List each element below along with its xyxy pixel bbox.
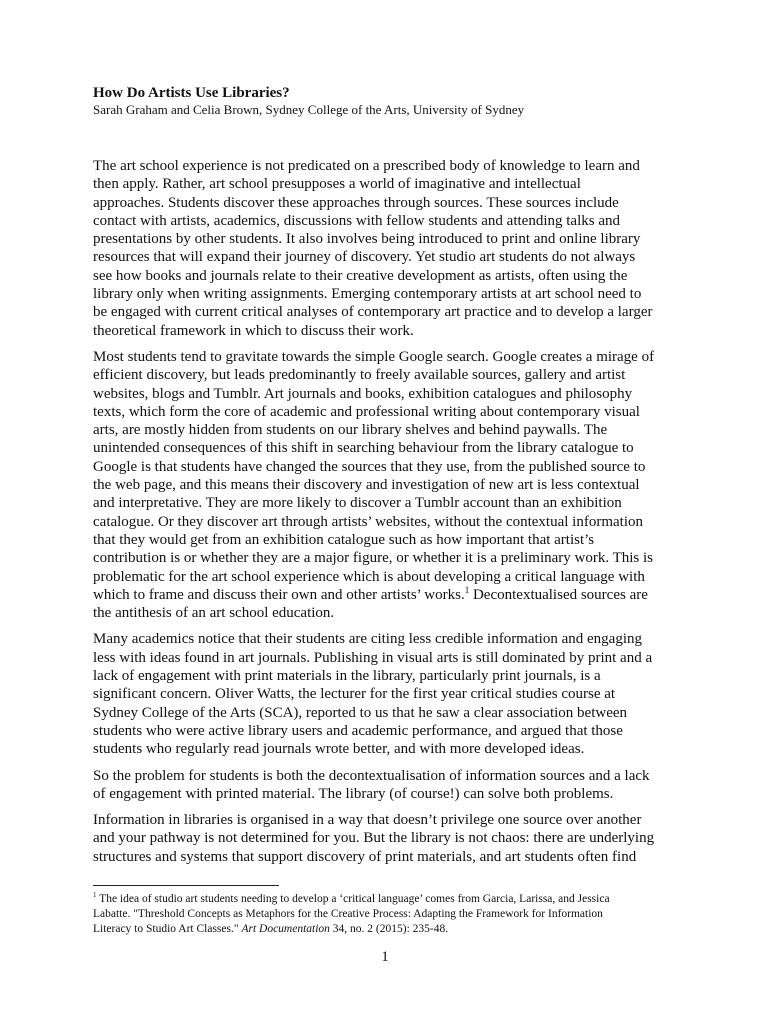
paragraph-3 xyxy=(93,630,677,758)
text-line: students who were active library users and academic performance, and argued that those xyxy=(93,722,623,739)
text-line: library only when writing assignments. Emerging contemporary artists at art school need to xyxy=(93,286,642,303)
footnote-reference[interactable]: 1 xyxy=(464,584,470,595)
footnote-line: Labatte. "Threshold Concepts as Metaphors for the Creative Process: Adapting the Framework for Information xyxy=(93,908,603,920)
paragraph-1 xyxy=(93,157,677,340)
text-line: structures and systems that support discovery of print materials, and art students often find xyxy=(93,848,637,865)
text-line: Many academics notice that their students are citing less credible information and engaging xyxy=(93,631,642,648)
text-line: problematic for the art school experience which is about developing a critical language with xyxy=(93,568,645,585)
journal-title: Art Documentation xyxy=(241,923,330,935)
text-line: and your pathway is not determined for you. But the library is not chaos: there are underlying xyxy=(93,830,655,847)
paragraph-5 xyxy=(93,811,677,866)
text-line: resources that will expand their journey of discovery. Yet studio art students do not always xyxy=(93,249,636,266)
text-line: Google is that students have changed the sources that they use, from the published source to xyxy=(93,458,646,475)
footnote-line xyxy=(93,892,693,907)
text-line: the antithesis of an art school education. xyxy=(93,605,335,622)
footnote-line xyxy=(93,922,693,937)
text-line: So the problem for students is both the decontextualisation of information sources and a lack xyxy=(93,767,650,784)
document-authors: Sarah Graham and Celia Brown, Sydney College of the Arts, University of Sydney xyxy=(93,102,525,117)
document-title: How Do Artists Use Libraries? xyxy=(93,85,290,101)
text-line-with-footnote xyxy=(93,586,677,604)
text-line: Most students tend to gravitate towards the simple Google search. Google creates a mirage of xyxy=(93,348,655,365)
text-line: approaches. Students discover these approaches through sources. These sources include xyxy=(93,194,619,211)
text-line: the web page, and this means their discovery and investigation of new art is less contextual xyxy=(93,477,640,494)
text-segment: The idea of studio art students needing to develop a ‘critical language’ comes from Garcia, Larissa, and Jessica xyxy=(96,893,610,905)
text-line: be engaged with current critical analyses of contemporary art practice and to develop a larger xyxy=(93,304,653,321)
text-line: texts, which form the core of academic and professional writing about contemporary visual xyxy=(93,403,640,420)
text-line: presentations by other students. It also involves being introduced to print and online library xyxy=(93,231,641,248)
document-body xyxy=(93,157,677,874)
text-line: that they would get from an exhibition catalogue such as how important that artist’s xyxy=(93,531,595,548)
text-line: contact with artists, academics, discussions with fellow students and attending talks and xyxy=(93,212,620,229)
text-line: unintended consequences of this shift in searching behaviour from the library catalogue to xyxy=(93,440,634,457)
text-line: efficient discovery, but leads predominantly to freely available sources, gallery and artist xyxy=(93,367,626,384)
page-number: 1 xyxy=(381,949,389,965)
text-line: catalogue. Or they discover art through artists’ websites, without the contextual information xyxy=(93,513,643,530)
text-line: of engagement with printed material. The library (of course!) can solve both problems. xyxy=(93,785,614,802)
text-segment: Decontextualised sources are xyxy=(469,586,648,603)
text-line: lack of engagement with print materials in the library, particularly print journals, is a xyxy=(93,668,601,685)
text-line: students who regularly read journals wrote better, and with more developed ideas. xyxy=(93,741,585,758)
text-line: Sydney College of the Arts (SCA), reported to us that he saw a clear association between xyxy=(93,704,628,721)
text-line: significant concern. Oliver Watts, the lecturer for the first year critical studies course at xyxy=(93,686,616,703)
paragraph-2 xyxy=(93,348,677,622)
paragraph-4 xyxy=(93,767,677,804)
footnote-marker: 1 xyxy=(93,891,97,900)
text-segment: Literacy to Studio Art Classes." xyxy=(93,923,242,935)
text-line: websites, blogs and Tumblr. Art journals and books, exhibition catalogues and philosophy xyxy=(93,385,633,402)
text-segment: which to frame and discuss their own and other artists’ works. xyxy=(93,586,465,603)
text-line: contribution is or whether they are a major figure, or whether it is a preliminary work. This is xyxy=(93,550,653,567)
text-line: and interpretative. They are more likely to discover a Tumblr account than an exhibition xyxy=(93,495,622,512)
text-line: The art school experience is not predicated on a prescribed body of knowledge to learn and xyxy=(93,158,640,174)
text-line: Information in libraries is organised in a way that doesn’t privilege one source over another xyxy=(93,812,642,829)
text-line: less with ideas found in art journals. Publishing in visual arts is still dominated by print and a xyxy=(93,649,653,666)
document-header xyxy=(93,84,677,118)
text-line: theoretical framework in which to discuss their work. xyxy=(93,322,414,339)
text-line: then apply. Rather, art school presupposes a world of imaginative and intellectual xyxy=(93,176,581,193)
text-line: see how books and journals relate to their creative development as artists, often using the xyxy=(93,267,628,284)
text-line: arts, are mostly hidden from students on our library shelves and behind paywalls. The xyxy=(93,422,608,439)
footnote-divider xyxy=(93,885,279,886)
footnote xyxy=(93,892,693,937)
text-segment: 34, no. 2 (2015): 235-48. xyxy=(329,923,449,935)
